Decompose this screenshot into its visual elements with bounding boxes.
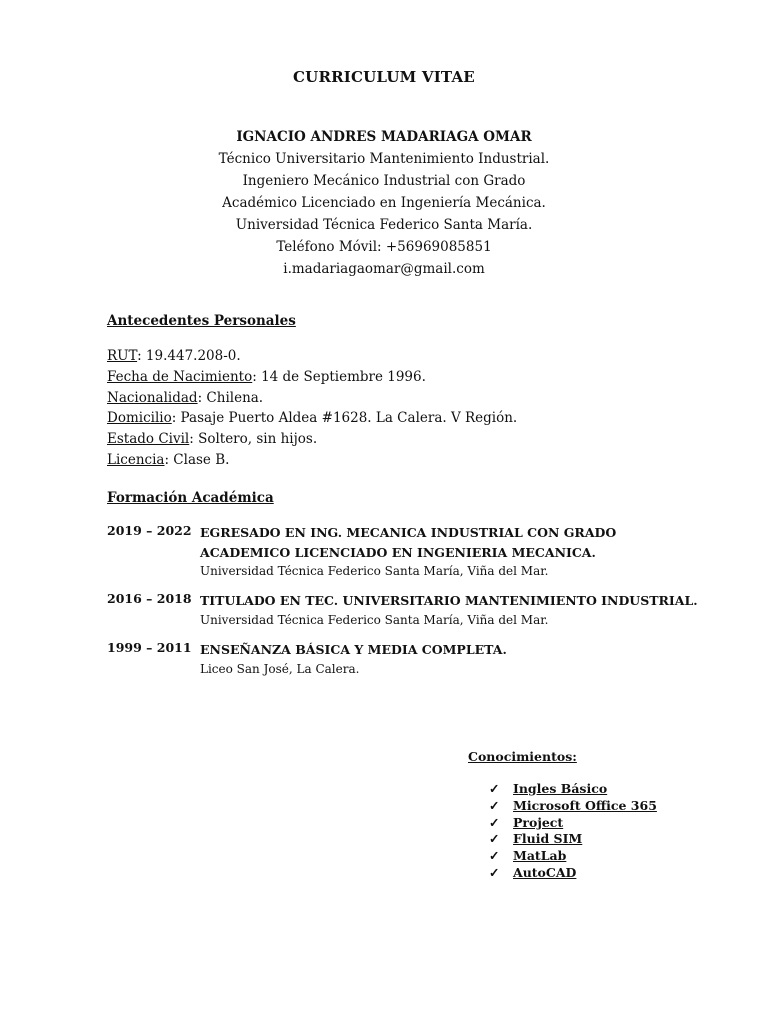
- skill-label: Microsoft Office 365: [513, 797, 657, 813]
- skill-item: [489, 815, 657, 832]
- education-degree: ENSEÑANZA BÁSICA Y MEDIA COMPLETA.: [200, 642, 507, 657]
- personal-row-address: [107, 408, 517, 429]
- skill-label: AutoCAD: [513, 864, 577, 880]
- education-body: [200, 640, 760, 679]
- field-value: : Clase B.: [164, 451, 230, 468]
- skill-item: [489, 848, 657, 865]
- header-line-university: Universidad Técnica Federico Santa María.: [235, 217, 533, 233]
- header-line-degree-cont: Académico Licenciado en Ingeniería Mecánica.: [222, 195, 546, 211]
- personal-row-birthdate: [107, 367, 517, 388]
- education-years: 2019 – 2022: [107, 523, 192, 538]
- skill-label: MatLab: [513, 848, 567, 864]
- field-label: Domicilio: [107, 410, 172, 427]
- skill-item: [489, 865, 657, 882]
- contact-header: [0, 126, 768, 280]
- education-body: [200, 523, 760, 581]
- skills-list: [489, 781, 657, 882]
- skill-item: [489, 781, 657, 798]
- field-label: Licencia: [107, 451, 165, 468]
- field-label: RUT: [107, 348, 138, 364]
- checkmark-icon: ✓: [489, 848, 500, 864]
- header-line-email: i.madariagaomar@gmail.com: [283, 261, 485, 277]
- education-degree-cont: ACADEMICO LICENCIADO EN INGENIERIA MECANICA.: [200, 544, 596, 560]
- education-body: [200, 591, 760, 630]
- personal-section-heading: Antecedentes Personales: [107, 313, 296, 329]
- field-value: : 14 de Septiembre 1996.: [252, 368, 426, 385]
- personal-row-rut: [107, 346, 517, 367]
- checkmark-icon: ✓: [489, 814, 500, 830]
- field-value: : Soltero, sin hijos.: [189, 431, 318, 448]
- skill-label: Ingles Básico: [513, 781, 608, 796]
- field-label: Fecha de Nacimiento: [107, 368, 253, 385]
- checkmark-icon: ✓: [489, 797, 500, 813]
- skill-item: [489, 831, 657, 848]
- education-years: 1999 – 2011: [107, 640, 192, 655]
- skills-heading: Conocimientos:: [468, 749, 577, 764]
- education-institution: Liceo San José, La Calera.: [200, 661, 360, 676]
- field-label: Estado Civil: [107, 431, 190, 448]
- skill-label: Fluid SIM: [513, 831, 583, 847]
- checkmark-icon: ✓: [489, 864, 500, 880]
- skill-item: [489, 798, 657, 815]
- field-value: : Chilena.: [197, 389, 264, 406]
- education-institution: Universidad Técnica Federico Santa María, Viña del Mar.: [200, 564, 549, 578]
- personal-row-nationality: [107, 388, 517, 409]
- education-degree: EGRESADO EN ING. MECANICA INDUSTRIAL CON GRADO: [200, 525, 617, 540]
- candidate-name: IGNACIO ANDRES MADARIAGA OMAR: [236, 129, 532, 145]
- header-line-degree: Ingeniero Mecánico Industrial con Grado: [242, 173, 526, 189]
- personal-details: [107, 346, 517, 471]
- field-value: : 19.447.208-0.: [137, 348, 241, 364]
- personal-row-marital-status: [107, 429, 517, 450]
- checkmark-icon: ✓: [489, 781, 500, 796]
- document-title: CURRICULUM VITAE: [293, 68, 475, 86]
- skill-label: Project: [513, 814, 564, 830]
- education-degree: TITULADO EN TEC. UNIVERSITARIO MANTENIMIENTO INDUSTRIAL.: [200, 593, 698, 608]
- header-line-professional-title: Técnico Universitario Mantenimiento Industrial.: [218, 151, 550, 167]
- header-line-phone: Teléfono Móvil: +56969085851: [276, 239, 492, 255]
- checkmark-icon: ✓: [489, 831, 500, 847]
- personal-row-license: [107, 450, 517, 471]
- education-institution: Universidad Técnica Federico Santa María, Viña del Mar.: [200, 612, 549, 627]
- field-label: Nacionalidad: [107, 389, 198, 406]
- education-section-heading: Formación Académica: [107, 490, 274, 506]
- education-years: 2016 – 2018: [107, 591, 192, 606]
- field-value: : Pasaje Puerto Aldea #1628. La Calera. V Región.: [171, 410, 518, 427]
